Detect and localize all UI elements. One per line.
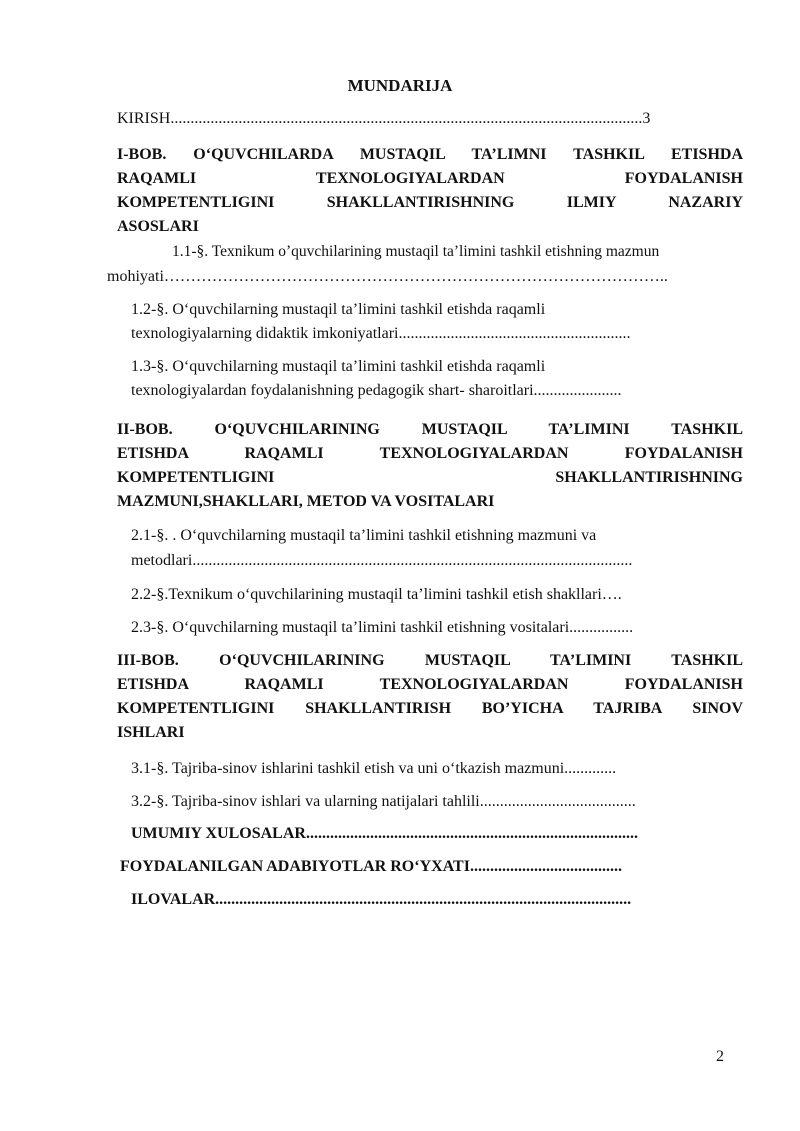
toc-entry-umumiy-xulosalar[interactable]: UMUMIY XULOSALAR................................................................................... bbox=[131, 825, 638, 842]
chapter-3-heading-line-1[interactable]: III-BOB. O‘QUVCHILARINING MUSTAQIL TA’LIMINI TASHKIL bbox=[117, 652, 743, 669]
toc-entry-2-3[interactable]: 2.3-§. O‘quvchilarning mustaqil ta’limini tashkil etishning vositalari................ bbox=[131, 619, 634, 636]
page-number: 2 bbox=[716, 1048, 724, 1065]
chapter-1-heading-line-4[interactable]: ASOSLARI bbox=[117, 218, 199, 235]
toc-entry-foydalanilgan-adabiyotlar[interactable]: FOYDALANILGAN ADABIYOTLAR RO‘YXATI...................................... bbox=[120, 858, 622, 875]
toc-entry-1-1-line-1[interactable]: 1.1-§. Texnikum o’quvchilarining mustaqil ta’limini tashkil etishning mazmun bbox=[172, 243, 660, 260]
toc-entry-1-2-line-1[interactable]: 1.2-§. O‘quvchilarning mustaqil ta’limini tashkil etishda raqamli bbox=[131, 301, 546, 318]
toc-entry-1-2-line-2[interactable]: texnologiyalarning didaktik imkoniyatlari.......................................................... bbox=[131, 325, 631, 342]
chapter-1-heading-line-3[interactable]: KOMPETENTLIGINI SHAKLLANTIRISHNING ILMIY NAZARIY bbox=[117, 194, 743, 211]
page-title: MUNDARIJA bbox=[347, 76, 453, 95]
chapter-1-heading-line-2[interactable]: RAQAMLI TEXNOLOGIYALARDAN FOYDALANISH bbox=[117, 170, 743, 187]
toc-entry-1-3-line-2[interactable]: texnologiyalardan foydalanishning pedagogik shart- sharoitlari...................... bbox=[131, 382, 622, 399]
toc-entry-ilovalar[interactable]: ILOVALAR........................................................................................................ bbox=[131, 891, 632, 908]
toc-entry-3-1[interactable]: 3.1-§. Tajriba-sinov ishlarini tashkil etish va uni o‘tkazish mazmuni............. bbox=[131, 760, 617, 777]
toc-entry-kirish[interactable]: KIRISH......................................................................................................................3 bbox=[117, 110, 651, 127]
toc-entry-2-1-line-2[interactable]: metodlari.............................................................................................................. bbox=[131, 552, 633, 569]
chapter-2-heading-line-3[interactable]: KOMPETENTLIGINI SHAKLLANTIRISHNING bbox=[117, 469, 743, 486]
chapter-1-heading-line-1[interactable]: I-BOB. O‘QUVCHILARDA MUSTAQIL TA’LIMNI TASHKIL ETISHDA bbox=[117, 146, 743, 163]
chapter-2-heading-line-2[interactable]: ETISHDA RAQAMLI TEXNOLOGIYALARDAN FOYDALANISH bbox=[117, 445, 743, 462]
toc-entry-2-2[interactable]: 2.2-§.Texnikum o‘quvchilarining mustaqil ta’limini tashkil etish shakllari…. bbox=[131, 586, 622, 603]
chapter-2-heading-line-4[interactable]: MAZMUNI,SHAKLLARI, METOD VA VOSITALARI bbox=[117, 493, 495, 510]
chapter-3-heading-line-2[interactable]: ETISHDA RAQAMLI TEXNOLOGIYALARDAN FOYDALANISH bbox=[117, 676, 743, 693]
chapter-3-heading-line-4[interactable]: ISHLARI bbox=[117, 724, 185, 741]
chapter-3-heading-line-3[interactable]: KOMPETENTLIGINI SHAKLLANTIRISH BO’YICHA TAJRIBA SINOV bbox=[117, 700, 743, 717]
toc-entry-3-2[interactable]: 3.2-§. Tajriba-sinov ishlari va ularning natijalari tahlili....................................... bbox=[131, 793, 636, 810]
toc-entry-1-3-line-1[interactable]: 1.3-§. O‘quvchilarning mustaqil ta’limini tashkil etishda raqamli bbox=[131, 358, 546, 375]
chapter-2-heading-line-1[interactable]: II-BOB. O‘QUVCHILARINING MUSTAQIL TA’LIMINI TASHKIL bbox=[117, 421, 743, 438]
toc-entry-2-1-line-1[interactable]: 2.1-§. . O‘quvchilarning mustaqil ta’limini tashkil etishning mazmuni va bbox=[131, 527, 597, 544]
toc-entry-1-1-line-2[interactable]: mohiyati………………………………………………………………………………….. bbox=[107, 268, 668, 285]
